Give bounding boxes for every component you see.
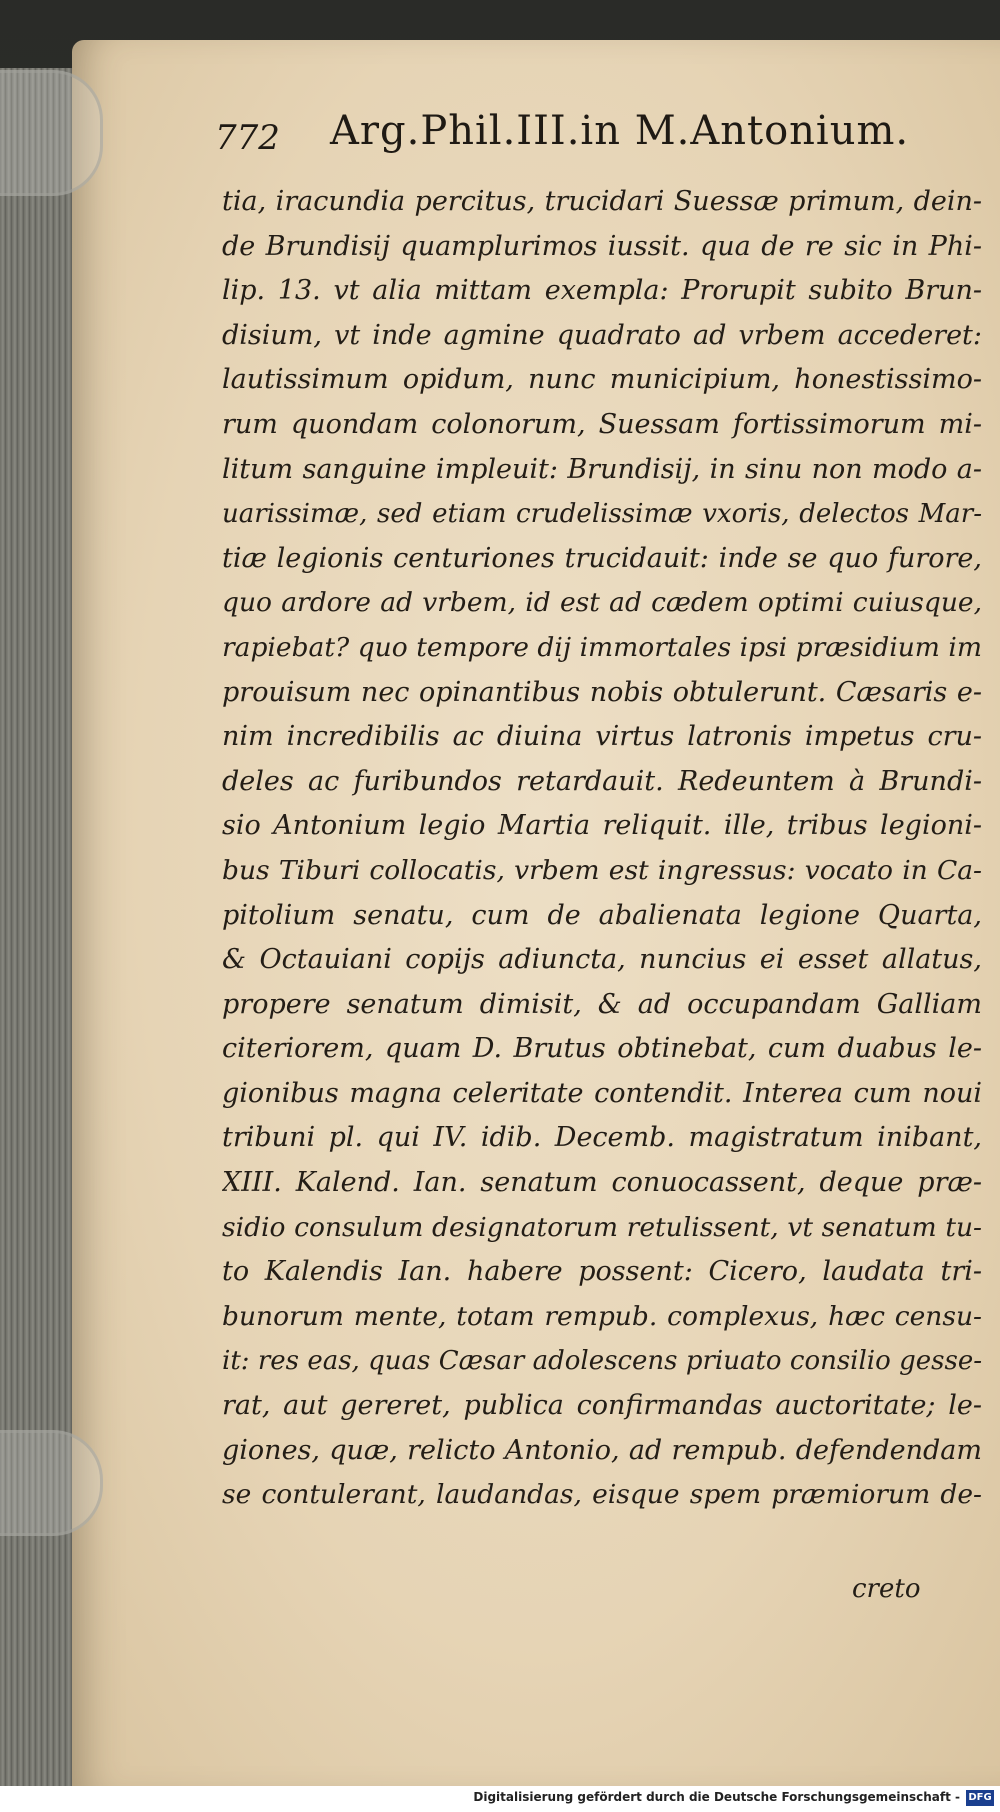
text-line: deles ac furibundos retardauit. Redeuntem à Brundi- [222,765,982,797]
text-line: tiæ legionis centuriones trucidauit: inde se quo furore, [222,542,982,574]
body-text [222,180,982,1518]
page-clip-top [0,70,103,196]
text-line: nim incredibilis ac diuina virtus latronis impetus cru- [222,721,982,753]
text-line: lip. 13. vt alia mittam exempla: Prorupit subito Brun- [222,275,982,307]
page-number: 772 [215,118,280,158]
text-line: se contulerant, laudandas, eisque spem præmiorum de- [222,1479,982,1511]
text-line: bus Tiburi collocatis, vrbem est ingressus: vocato in Ca- [222,854,982,886]
text-line: rat, aut gereret, publica confirmandas auctoritate; le- [222,1390,982,1422]
text-line: tia, iracundia percitus, trucidari Suessæ primum, dein- [222,186,982,217]
text-line: disium, vt inde agmine quadrato ad vrbem accederet: [222,319,982,351]
text-line: lautissimum opidum, nunc municipium, honestissimo- [222,364,982,396]
text-line: citeriorem, quam D. Brutus obtinebat, cum duabus le- [222,1033,982,1065]
running-title: Arg.Phil.III.in M.Antonium. [330,108,910,154]
text-line: pitolium senatu, cum de abalienata legione Quarta, [222,899,982,931]
text-line: tribuni pl. qui IV. idib. Decemb. magistratum inibant, [222,1122,982,1154]
catchword: creto [852,1574,921,1604]
text-line: & Octauiani copijs adiuncta, nuncius ei esset allatus, [222,944,982,976]
text-line: to Kalendis Ian. habere possent: Cicero, laudata tri- [222,1256,982,1288]
text-line: prouisum nec opinantibus nobis obtulerunt. Cæsaris e- [222,676,982,708]
text-line: quo ardore ad vrbem, id est ad cædem optimi cuiusque, [222,587,982,619]
text-line: rapiebat? quo tempore dij immortales ipsi præsidium im [222,631,982,663]
text-line: rum quondam colonorum, Suessam fortissimorum mi- [222,408,982,440]
text-line: gionibus magna celeritate contendit. Interea cum noui [222,1077,982,1109]
footer-credit: Digitalisierung gefördert durch die Deutsche Forschungsgemeinschaft - [473,1790,960,1804]
page-clip-bottom [0,1430,103,1536]
text-line: bunorum mente, totam rempub. complexus, hæc censu- [222,1300,982,1332]
page-header [215,108,975,168]
footer-bar [0,1786,1000,1812]
text-line: giones, quæ, relicto Antonio, ad rempub. defendendam [222,1434,982,1466]
text-line: sio Antonium legio Martia reliquit. ille, tribus legioni- [222,810,982,842]
text-line: litum sanguine impleuit: Brundisij, in sinu non modo a- [222,453,982,485]
text-line: sidio consulum designatorum retulissent, vt senatum tu- [222,1211,982,1243]
text-line: XIII. Kalend. Ian. senatum conuocassent, deque præ- [222,1167,982,1199]
text-line: uarissimæ, sed etiam crudelissimæ vxoris, delectos Mar- [222,499,982,530]
dfg-logo: DFG [966,1790,994,1806]
text-line: de Brundisij quamplurimos iussit. qua de re sic in Phi- [222,230,982,262]
text-line: propere senatum dimisit, & ad occupandam Galliam [222,988,982,1020]
text-line: it: res eas, quas Cæsar adolescens priuato consilio gesse- [222,1346,982,1377]
